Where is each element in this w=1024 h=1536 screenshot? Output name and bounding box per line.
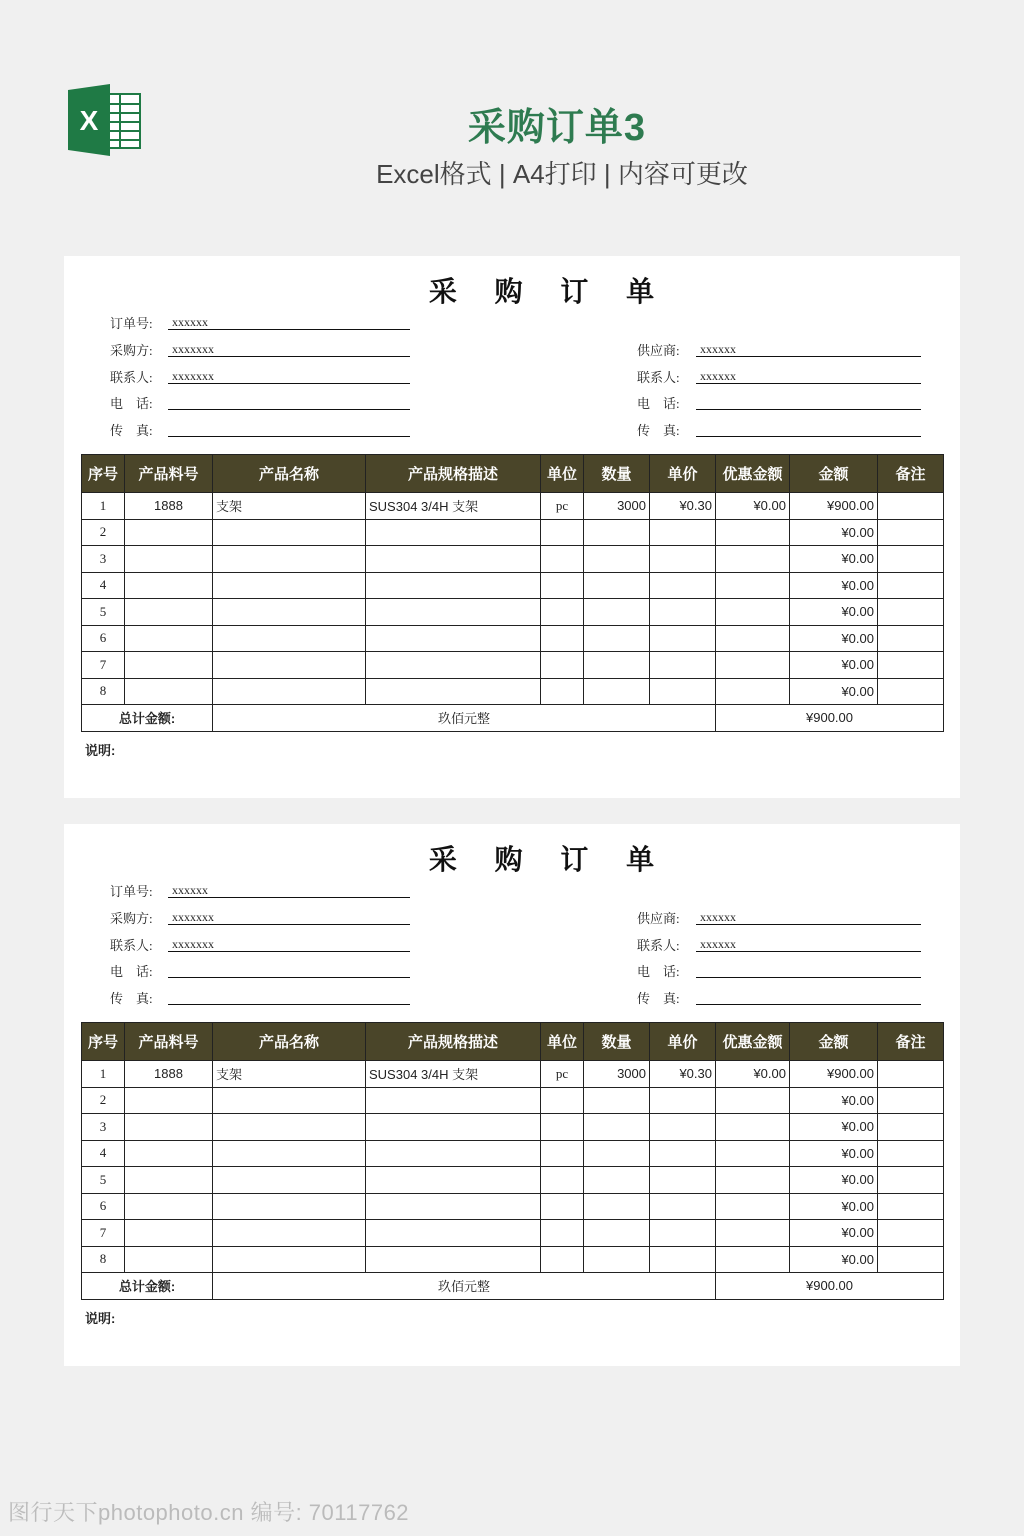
table-cell-discount[interactable] [716, 652, 790, 679]
table-cell-code[interactable] [125, 546, 213, 573]
table-row [82, 652, 944, 679]
total-amount[interactable]: ¥900.00 [716, 1273, 944, 1300]
table-cell-spec[interactable] [366, 652, 541, 679]
field-label: 传 真: [110, 991, 153, 1006]
table-row [82, 1061, 944, 1088]
table-cell-price[interactable] [650, 1246, 716, 1273]
page-title: 采购订单3 [467, 107, 647, 149]
table-row [82, 493, 944, 520]
field-underline [168, 1004, 410, 1005]
field-value[interactable]: xxxxxxx [172, 369, 214, 383]
table-cell-remark[interactable] [878, 1246, 944, 1273]
field-label: 联系人: [637, 370, 680, 385]
field-label: 电 话: [110, 396, 153, 411]
table-cell-no[interactable]: 2 [82, 519, 125, 546]
column-header: 产品料号 [125, 1023, 213, 1061]
table-cell-price[interactable] [650, 599, 716, 626]
table-row [82, 1193, 944, 1220]
total-words[interactable]: 玖佰元整 [213, 705, 716, 732]
table-cell-remark[interactable] [878, 1087, 944, 1114]
column-header: 备注 [878, 1023, 944, 1061]
table-cell-price[interactable]: ¥0.30 [650, 1061, 716, 1088]
table-cell-unit[interactable] [541, 1167, 584, 1194]
table-cell-unit[interactable] [541, 546, 584, 573]
table-cell-name[interactable]: 支架 [213, 1061, 366, 1088]
column-header: 单位 [541, 455, 584, 493]
table-cell-no[interactable]: 1 [82, 493, 125, 520]
table-cell-discount[interactable] [716, 599, 790, 626]
table-cell-remark[interactable] [878, 1220, 944, 1247]
table-cell-unit[interactable]: pc [541, 493, 584, 520]
column-header: 金额 [790, 455, 878, 493]
table-cell-spec[interactable] [366, 1167, 541, 1194]
table-cell-spec[interactable] [366, 678, 541, 705]
column-header: 单价 [650, 1023, 716, 1061]
table-cell-code[interactable] [125, 1167, 213, 1194]
table-cell-qty[interactable]: 3000 [584, 1061, 650, 1088]
table-cell-spec[interactable] [366, 1193, 541, 1220]
table-cell-discount[interactable] [716, 1220, 790, 1247]
table-cell-amount[interactable]: ¥0.00 [790, 652, 878, 679]
table-cell-no[interactable]: 6 [82, 625, 125, 652]
table-cell-amount[interactable]: ¥0.00 [790, 1087, 878, 1114]
table-cell-remark[interactable] [878, 625, 944, 652]
field-value[interactable]: xxxxxxx [172, 342, 214, 356]
field-label: 联系人: [110, 938, 153, 953]
table-cell-no[interactable]: 4 [82, 1140, 125, 1167]
table-row [82, 1087, 944, 1114]
field-label: 订单号: [110, 316, 153, 331]
column-header: 优惠金额 [716, 1023, 790, 1061]
table-cell-unit[interactable] [541, 1193, 584, 1220]
field-underline [168, 977, 410, 978]
table-cell-name[interactable] [213, 519, 366, 546]
table-cell-spec[interactable] [366, 1246, 541, 1273]
table-cell-spec[interactable] [366, 519, 541, 546]
total-row [82, 1273, 944, 1300]
table-cell-remark[interactable] [878, 1167, 944, 1194]
table-cell-remark[interactable] [878, 1061, 944, 1088]
table-cell-price[interactable] [650, 572, 716, 599]
table-cell-discount[interactable] [716, 1140, 790, 1167]
table-cell-remark[interactable] [878, 572, 944, 599]
table-cell-name[interactable] [213, 1220, 366, 1247]
table-cell-price[interactable] [650, 1167, 716, 1194]
table-cell-discount[interactable] [716, 546, 790, 573]
table-cell-name[interactable]: 支架 [213, 493, 366, 520]
table-cell-code[interactable] [125, 572, 213, 599]
field-label: 电 话: [637, 396, 680, 411]
table-cell-spec[interactable]: SUS304 3/4H 支架 [366, 1061, 541, 1088]
table-cell-spec[interactable] [366, 572, 541, 599]
table-cell-spec[interactable] [366, 1114, 541, 1141]
field-underline [168, 436, 410, 437]
column-header: 优惠金额 [716, 455, 790, 493]
table-row [82, 1220, 944, 1247]
table-cell-no[interactable]: 8 [82, 1246, 125, 1273]
column-header: 产品名称 [213, 1023, 366, 1061]
order-table [81, 454, 944, 732]
table-cell-name[interactable] [213, 1087, 366, 1114]
field-label: 传 真: [637, 991, 680, 1006]
table-header [82, 455, 944, 493]
svg-text:X: X [79, 105, 99, 136]
table-cell-price[interactable] [650, 1220, 716, 1247]
table-cell-remark[interactable] [878, 599, 944, 626]
table-row [82, 1246, 944, 1273]
sheet-title: 采 购 订 单 [428, 275, 669, 308]
table-cell-unit[interactable] [541, 519, 584, 546]
table-cell-name[interactable] [213, 599, 366, 626]
total-row [82, 705, 944, 732]
table-row [82, 1140, 944, 1167]
column-header: 序号 [82, 455, 125, 493]
table-cell-name[interactable] [213, 1246, 366, 1273]
table-cell-name[interactable] [213, 1114, 366, 1141]
field-label: 订单号: [110, 884, 153, 899]
table-cell-amount[interactable]: ¥0.00 [790, 519, 878, 546]
table-row [82, 599, 944, 626]
table-cell-qty[interactable] [584, 572, 650, 599]
table-cell-qty[interactable] [584, 599, 650, 626]
table-cell-discount[interactable] [716, 519, 790, 546]
field-underline [168, 409, 410, 410]
table-row [82, 519, 944, 546]
field-label: 采购方: [110, 911, 153, 926]
order-sheet-1 [64, 256, 960, 798]
table-cell-name[interactable] [213, 546, 366, 573]
column-header: 数量 [584, 455, 650, 493]
table-cell-no[interactable]: 7 [82, 652, 125, 679]
table-cell-no[interactable]: 8 [82, 678, 125, 705]
table-cell-unit[interactable] [541, 652, 584, 679]
order-sheet-2 [64, 824, 960, 1366]
table-cell-spec[interactable] [366, 1087, 541, 1114]
table-cell-name[interactable] [213, 652, 366, 679]
table-cell-unit[interactable] [541, 1140, 584, 1167]
table-cell-discount[interactable] [716, 1246, 790, 1273]
field-label: 供应商: [637, 911, 680, 926]
table-cell-name[interactable] [213, 625, 366, 652]
field-label: 传 真: [110, 423, 153, 438]
table-cell-price[interactable]: ¥0.30 [650, 493, 716, 520]
note-label: 说明: [85, 1311, 116, 1326]
table-cell-unit[interactable] [541, 625, 584, 652]
table-cell-amount[interactable]: ¥0.00 [790, 1246, 878, 1273]
field-value[interactable]: xxxxxx [172, 883, 208, 897]
table-cell-spec[interactable] [366, 625, 541, 652]
table-cell-qty[interactable] [584, 652, 650, 679]
column-header: 产品规格描述 [366, 455, 541, 493]
table-cell-no[interactable]: 3 [82, 546, 125, 573]
total-label: 总计金额: [82, 1273, 213, 1300]
table-cell-remark[interactable] [878, 652, 944, 679]
field-underline [696, 1004, 921, 1005]
column-header: 单位 [541, 1023, 584, 1061]
table-cell-price[interactable] [650, 678, 716, 705]
watermark: 图行天下photophoto.cn 编号: 70117762 [8, 1500, 410, 1525]
table-cell-no[interactable]: 3 [82, 1114, 125, 1141]
field-label: 电 话: [637, 964, 680, 979]
table-cell-discount[interactable]: ¥0.00 [716, 1061, 790, 1088]
table-cell-remark[interactable] [878, 493, 944, 520]
field-value[interactable]: xxxxxx [700, 342, 736, 356]
table-cell-amount[interactable]: ¥0.00 [790, 546, 878, 573]
field-underline [696, 436, 921, 437]
table-cell-amount[interactable]: ¥900.00 [790, 493, 878, 520]
table-cell-discount[interactable] [716, 572, 790, 599]
page-subtitle: Excel格式 | A4打印 | 内容可更改 [376, 159, 748, 189]
table-cell-no[interactable]: 5 [82, 599, 125, 626]
table-cell-no[interactable]: 1 [82, 1061, 125, 1088]
field-value[interactable]: xxxxxxx [172, 937, 214, 951]
table-cell-price[interactable] [650, 1193, 716, 1220]
table-cell-spec[interactable] [366, 1140, 541, 1167]
table-cell-amount[interactable]: ¥0.00 [790, 1140, 878, 1167]
table-cell-code[interactable] [125, 1246, 213, 1273]
table-cell-qty[interactable] [584, 625, 650, 652]
field-underline [696, 977, 921, 978]
table-cell-code[interactable] [125, 519, 213, 546]
table-cell-code[interactable]: 1888 [125, 1061, 213, 1088]
table-cell-unit[interactable] [541, 1246, 584, 1273]
table-cell-qty[interactable] [584, 1087, 650, 1114]
table-cell-amount[interactable]: ¥0.00 [790, 1167, 878, 1194]
table-cell-remark[interactable] [878, 1114, 944, 1141]
table-cell-code[interactable] [125, 1140, 213, 1167]
table-cell-qty[interactable] [584, 1193, 650, 1220]
field-label: 联系人: [637, 938, 680, 953]
table-row [82, 678, 944, 705]
table-cell-code[interactable] [125, 599, 213, 626]
table-cell-code[interactable] [125, 625, 213, 652]
table-cell-amount[interactable]: ¥900.00 [790, 1061, 878, 1088]
table-cell-unit[interactable] [541, 1114, 584, 1141]
table-cell-no[interactable]: 2 [82, 1087, 125, 1114]
table-cell-code[interactable]: 1888 [125, 493, 213, 520]
table-cell-discount[interactable] [716, 1193, 790, 1220]
table-cell-remark[interactable] [878, 678, 944, 705]
table-row [82, 1114, 944, 1141]
table-cell-discount[interactable] [716, 1087, 790, 1114]
table-cell-no[interactable]: 5 [82, 1167, 125, 1194]
table-cell-qty[interactable] [584, 546, 650, 573]
table-cell-price[interactable] [650, 519, 716, 546]
table-cell-spec[interactable] [366, 546, 541, 573]
table-cell-amount[interactable]: ¥0.00 [790, 599, 878, 626]
table-cell-remark[interactable] [878, 519, 944, 546]
field-value[interactable]: xxxxxxx [172, 910, 214, 924]
field-underline [696, 409, 921, 410]
table-cell-qty[interactable] [584, 1114, 650, 1141]
table-cell-code[interactable] [125, 678, 213, 705]
table-cell-unit[interactable] [541, 1087, 584, 1114]
table-cell-unit[interactable] [541, 678, 584, 705]
field-value[interactable]: xxxxxx [172, 315, 208, 329]
table-cell-unit[interactable] [541, 1220, 584, 1247]
column-header: 单价 [650, 455, 716, 493]
table-cell-price[interactable] [650, 1140, 716, 1167]
table-cell-price[interactable] [650, 1114, 716, 1141]
table-cell-qty[interactable] [584, 1167, 650, 1194]
table-cell-amount[interactable]: ¥0.00 [790, 625, 878, 652]
column-header: 产品料号 [125, 455, 213, 493]
total-words[interactable]: 玖佰元整 [213, 1273, 716, 1300]
note-label: 说明: [85, 743, 116, 758]
field-value[interactable]: xxxxxx [700, 910, 736, 924]
table-cell-qty[interactable] [584, 1246, 650, 1273]
field-value[interactable]: xxxxxx [700, 937, 736, 951]
column-header: 产品名称 [213, 455, 366, 493]
table-cell-price[interactable] [650, 1087, 716, 1114]
field-label: 传 真: [637, 423, 680, 438]
table-cell-unit[interactable]: pc [541, 1061, 584, 1088]
order-table [81, 1022, 944, 1300]
table-cell-amount[interactable]: ¥0.00 [790, 678, 878, 705]
column-header: 备注 [878, 455, 944, 493]
table-row [82, 1167, 944, 1194]
table-cell-qty[interactable] [584, 1140, 650, 1167]
table-cell-name[interactable] [213, 572, 366, 599]
table-cell-qty[interactable]: 3000 [584, 493, 650, 520]
column-header: 金额 [790, 1023, 878, 1061]
column-header: 序号 [82, 1023, 125, 1061]
field-value[interactable]: xxxxxx [700, 369, 736, 383]
field-label: 联系人: [110, 370, 153, 385]
table-cell-unit[interactable] [541, 572, 584, 599]
table-cell-no[interactable]: 6 [82, 1193, 125, 1220]
table-cell-spec[interactable] [366, 599, 541, 626]
table-row [82, 625, 944, 652]
table-cell-discount[interactable] [716, 678, 790, 705]
table-cell-discount[interactable]: ¥0.00 [716, 493, 790, 520]
table-cell-code[interactable] [125, 1220, 213, 1247]
total-amount[interactable]: ¥900.00 [716, 705, 944, 732]
table-cell-code[interactable] [125, 1193, 213, 1220]
field-label: 供应商: [637, 343, 680, 358]
table-cell-qty[interactable] [584, 519, 650, 546]
column-header: 数量 [584, 1023, 650, 1061]
table-cell-code[interactable] [125, 1114, 213, 1141]
table-cell-name[interactable] [213, 1167, 366, 1194]
table-cell-qty[interactable] [584, 678, 650, 705]
table-row [82, 546, 944, 573]
table-cell-price[interactable] [650, 546, 716, 573]
table-cell-code[interactable] [125, 652, 213, 679]
table-cell-amount[interactable]: ¥0.00 [790, 572, 878, 599]
table-row [82, 572, 944, 599]
table-cell-spec[interactable] [366, 1220, 541, 1247]
total-label: 总计金额: [82, 705, 213, 732]
table-cell-remark[interactable] [878, 1140, 944, 1167]
table-cell-name[interactable] [213, 1140, 366, 1167]
table-cell-discount[interactable] [716, 1167, 790, 1194]
table-cell-price[interactable] [650, 625, 716, 652]
table-cell-remark[interactable] [878, 546, 944, 573]
column-header: 产品规格描述 [366, 1023, 541, 1061]
table-cell-discount[interactable] [716, 1114, 790, 1141]
table-cell-no[interactable]: 7 [82, 1220, 125, 1247]
table-cell-spec[interactable]: SUS304 3/4H 支架 [366, 493, 541, 520]
sheet-title: 采 购 订 单 [428, 843, 669, 876]
field-label: 采购方: [110, 343, 153, 358]
table-cell-name[interactable] [213, 1193, 366, 1220]
table-cell-amount[interactable]: ¥0.00 [790, 1220, 878, 1247]
table-cell-discount[interactable] [716, 625, 790, 652]
table-cell-name[interactable] [213, 678, 366, 705]
table-cell-code[interactable] [125, 1087, 213, 1114]
table-header [82, 1023, 944, 1061]
table-cell-amount[interactable]: ¥0.00 [790, 1114, 878, 1141]
table-cell-qty[interactable] [584, 1220, 650, 1247]
table-cell-no[interactable]: 4 [82, 572, 125, 599]
field-label: 电 话: [110, 964, 153, 979]
table-cell-amount[interactable]: ¥0.00 [790, 1193, 878, 1220]
table-cell-price[interactable] [650, 652, 716, 679]
table-cell-unit[interactable] [541, 599, 584, 626]
table-cell-remark[interactable] [878, 1193, 944, 1220]
